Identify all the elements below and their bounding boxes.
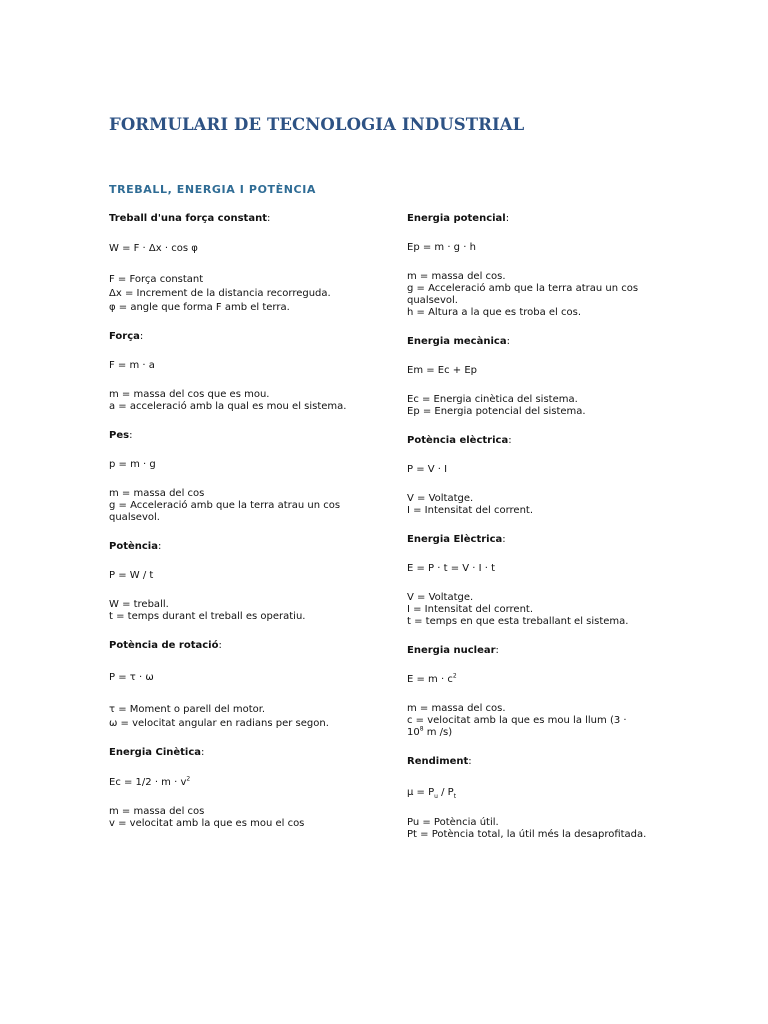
entry-heading: Treball d'una força constant: [109, 213, 271, 224]
formula: F = m · a [109, 360, 155, 371]
right-column [407, 213, 687, 841]
formula-entry-potential-energy [407, 213, 687, 319]
entry-heading: Energia potencial: [407, 213, 510, 224]
entry-heading: Força: [109, 331, 144, 342]
entry-heading: Energia nuclear: [407, 645, 499, 656]
formula: Em = Ec + Ep [407, 365, 478, 376]
entry-heading: Energia Cinètica: [109, 747, 205, 758]
formula-entry-work [109, 213, 389, 314]
formula: $E = m \cdot c^2$ [407, 672, 457, 685]
variable-descriptions: τ = Moment o parell del motor. ω = velocitat angular en radians per segon. [109, 704, 329, 729]
entry-heading: Energia mecànica: [407, 336, 510, 347]
variable-descriptions: F = Força constant Δx = Increment de la distancia recorreguda. φ = angle que forma F amb el terra. [109, 274, 331, 313]
formula: E = P · t = V · I · t [407, 563, 496, 574]
formula: P = τ · ω [109, 672, 154, 683]
variable-descriptions: m = massa del cos que es mou. a = acceleració amb la qual es mou el sistema. [109, 389, 347, 412]
formula-entry-rotational-power [109, 640, 389, 730]
formula-entry-nuclear-energy [407, 645, 687, 739]
variable-descriptions: m = massa del cos. g = Acceleració amb que la terra atrau un cos qualsevol. h = Altura a la que es troba el cos. [407, 271, 639, 318]
variable-descriptions: V = Voltatge. I = Intensitat del corrent. t = temps en que esta treballant el sistema. [407, 592, 629, 627]
formula-entry-power [109, 541, 389, 623]
left-column [109, 213, 389, 830]
entry-heading: Pes: [109, 430, 133, 441]
formula: P = W / t [109, 570, 154, 581]
formula-entry-weight [109, 430, 389, 524]
formula: $\mu = P_u / P_t$ [407, 787, 457, 800]
formula-entry-efficiency [407, 756, 687, 841]
variable-descriptions: m = massa del cos. c = velocitat amb la que es mou la llum (3 · $10^8$ m /s) [407, 703, 627, 738]
section-title: TREBALL, ENERGIA I POTÈNCIA [109, 183, 317, 196]
formula-entry-mechanical-energy [407, 336, 687, 418]
variable-descriptions: V = Voltatge. I = Intensitat del corrent. [407, 493, 534, 516]
variable-descriptions: Pu = Potència útil. Pt = Potència total, la útil més la desaprofitada. [407, 817, 647, 840]
entry-heading: Potència elèctrica: [407, 435, 512, 446]
formula-entry-electric-power [407, 435, 687, 517]
formula: W = F · Δx · cos φ [109, 243, 198, 254]
formula-entry-force [109, 331, 389, 413]
formula: p = m · g [109, 459, 156, 470]
variable-descriptions: W = treball. t = temps durant el treball es operatiu. [109, 599, 306, 622]
formula: Ep = m · g · h [407, 242, 476, 253]
entry-heading: Potència: [109, 541, 162, 552]
entry-heading: Potència de rotació: [109, 640, 222, 651]
formula-entry-kinetic-energy [109, 747, 389, 830]
document-title: FORMULARI DE TECNOLOGIA INDUSTRIAL [109, 115, 525, 134]
formula-entry-electric-energy [407, 534, 687, 628]
entry-heading: Rendiment: [407, 756, 472, 767]
variable-descriptions: m = massa del cos v = velocitat amb la que es mou el cos [109, 806, 305, 829]
entry-heading: Energia Elèctrica: [407, 534, 506, 545]
variable-descriptions: Ec = Energia cinètica del sistema. Ep = Energia potencial del sistema. [407, 394, 586, 417]
formula: $Ec = 1/2 \cdot m \cdot v^2$ [109, 775, 191, 788]
variable-descriptions: m = massa del cos g = Acceleració amb que la terra atrau un cos qualsevol. [109, 488, 341, 523]
formula: P = V · I [407, 464, 448, 475]
